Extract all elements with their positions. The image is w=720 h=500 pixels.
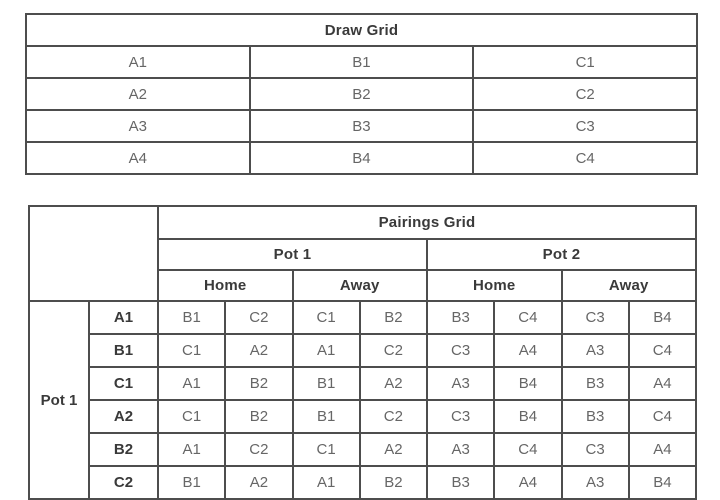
pot1-column-header: Pot 1 xyxy=(158,239,427,270)
pairings-grid-cell: B1 xyxy=(158,301,225,334)
draw-grid-cell: B4 xyxy=(250,142,474,174)
pairings-grid-cell: C4 xyxy=(629,400,696,433)
pairings-grid-cell: B3 xyxy=(562,400,629,433)
pairings-grid-cell: C4 xyxy=(494,433,561,466)
pairings-grid-cell: C1 xyxy=(158,334,225,367)
pairings-grid-cell: A1 xyxy=(158,433,225,466)
pairings-grid-cell: B2 xyxy=(360,301,427,334)
draw-grid-body xyxy=(26,46,697,174)
draw-grid-cell: A3 xyxy=(26,110,250,142)
pairings-grid-cell: A4 xyxy=(494,466,561,499)
draw-grid-row xyxy=(26,78,697,110)
draw-grid-cell: A2 xyxy=(26,78,250,110)
pairings-grid-cell: C4 xyxy=(629,334,696,367)
pot2-home-header: Home xyxy=(427,270,562,301)
draw-grid-row xyxy=(26,46,697,78)
pairings-grid-row xyxy=(29,466,696,499)
pairings-grid-row xyxy=(29,367,696,400)
pairings-grid-cell: B1 xyxy=(158,466,225,499)
pot1-row-group-label: Pot 1 xyxy=(29,301,89,499)
pairings-grid-row xyxy=(29,433,696,466)
pot2-away-header: Away xyxy=(562,270,697,301)
pairings-grid-cell: A1 xyxy=(158,367,225,400)
draw-grid-cell: C3 xyxy=(473,110,697,142)
draw-grid-cell: B2 xyxy=(250,78,474,110)
pairings-grid-cell: C3 xyxy=(427,400,494,433)
pairings-grid-cell: C1 xyxy=(158,400,225,433)
pairings-grid-cell: A2 xyxy=(225,334,292,367)
draw-grid-table xyxy=(25,13,698,175)
pairings-grid-body xyxy=(29,301,696,499)
pairings-grid-row-label: C2 xyxy=(89,466,158,499)
pairings-grid-cell: A2 xyxy=(225,466,292,499)
pairings-grid-cell: C3 xyxy=(427,334,494,367)
draw-grid-cell: A1 xyxy=(26,46,250,78)
pairings-grid-cell: A3 xyxy=(562,334,629,367)
pairings-grid-cell: A4 xyxy=(629,367,696,400)
pairings-grid-row-label: C1 xyxy=(89,367,158,400)
pairings-grid-cell: C1 xyxy=(293,433,360,466)
pairings-grid-cell: A2 xyxy=(360,367,427,400)
pairings-grid-cell: C4 xyxy=(494,301,561,334)
draw-grid-cell: B1 xyxy=(250,46,474,78)
pot2-column-header: Pot 2 xyxy=(427,239,696,270)
pairings-grid-row-label: B2 xyxy=(89,433,158,466)
pairings-grid-cell: B4 xyxy=(494,400,561,433)
pairings-grid-cell: A4 xyxy=(629,433,696,466)
pairings-grid-row-label: B1 xyxy=(89,334,158,367)
pairings-grid-cell: B4 xyxy=(629,466,696,499)
pairings-grid-cell: C3 xyxy=(562,301,629,334)
draw-grid-title: Draw Grid xyxy=(26,14,697,46)
pairings-grid-cell: A4 xyxy=(494,334,561,367)
pairings-grid-cell: C2 xyxy=(360,334,427,367)
pairings-grid-cell: B2 xyxy=(360,466,427,499)
draw-grid-row xyxy=(26,110,697,142)
pairings-grid-cell: A3 xyxy=(562,466,629,499)
draw-grid-cell: C1 xyxy=(473,46,697,78)
pairings-grid-cell: B3 xyxy=(562,367,629,400)
pairings-grid-row xyxy=(29,301,696,334)
pairings-grid-row xyxy=(29,400,696,433)
draw-grid-cell: C2 xyxy=(473,78,697,110)
pairings-grid-row-label: A1 xyxy=(89,301,158,334)
pairings-grid-cell: B2 xyxy=(225,400,292,433)
pairings-grid-cell: C1 xyxy=(293,301,360,334)
draw-grid-title-row xyxy=(26,14,697,46)
pot1-home-header: Home xyxy=(158,270,293,301)
pairings-grid-cell: A3 xyxy=(427,433,494,466)
pairings-grid-corner-cell xyxy=(29,206,158,301)
pairings-grid-cell: A2 xyxy=(360,433,427,466)
pairings-grid-cell: C2 xyxy=(225,301,292,334)
pairings-grid-title-row xyxy=(29,206,696,239)
pairings-grid-cell: B3 xyxy=(427,466,494,499)
pairings-grid-cell: B2 xyxy=(225,367,292,400)
draw-grid-cell: B3 xyxy=(250,110,474,142)
pairings-grid-cell: A3 xyxy=(427,367,494,400)
pairings-grid-row-label: A2 xyxy=(89,400,158,433)
pairings-grid-cell: C2 xyxy=(360,400,427,433)
pairings-grid-cell: B1 xyxy=(293,367,360,400)
pairings-grid-cell: B3 xyxy=(427,301,494,334)
draw-grid-row xyxy=(26,142,697,174)
pairings-grid-cell: A1 xyxy=(293,334,360,367)
draw-grid-cell: A4 xyxy=(26,142,250,174)
pairings-grid-title: Pairings Grid xyxy=(158,206,696,239)
pairings-grid-cell: B1 xyxy=(293,400,360,433)
pairings-grid-cell: C3 xyxy=(562,433,629,466)
draw-grid-cell: C4 xyxy=(473,142,697,174)
pairings-grid-table xyxy=(28,205,697,500)
pot1-away-header: Away xyxy=(293,270,428,301)
pairings-grid-cell: B4 xyxy=(629,301,696,334)
pairings-grid-row xyxy=(29,334,696,367)
pairings-grid-cell: C2 xyxy=(225,433,292,466)
pairings-grid-cell: B4 xyxy=(494,367,561,400)
pairings-grid-cell: A1 xyxy=(293,466,360,499)
